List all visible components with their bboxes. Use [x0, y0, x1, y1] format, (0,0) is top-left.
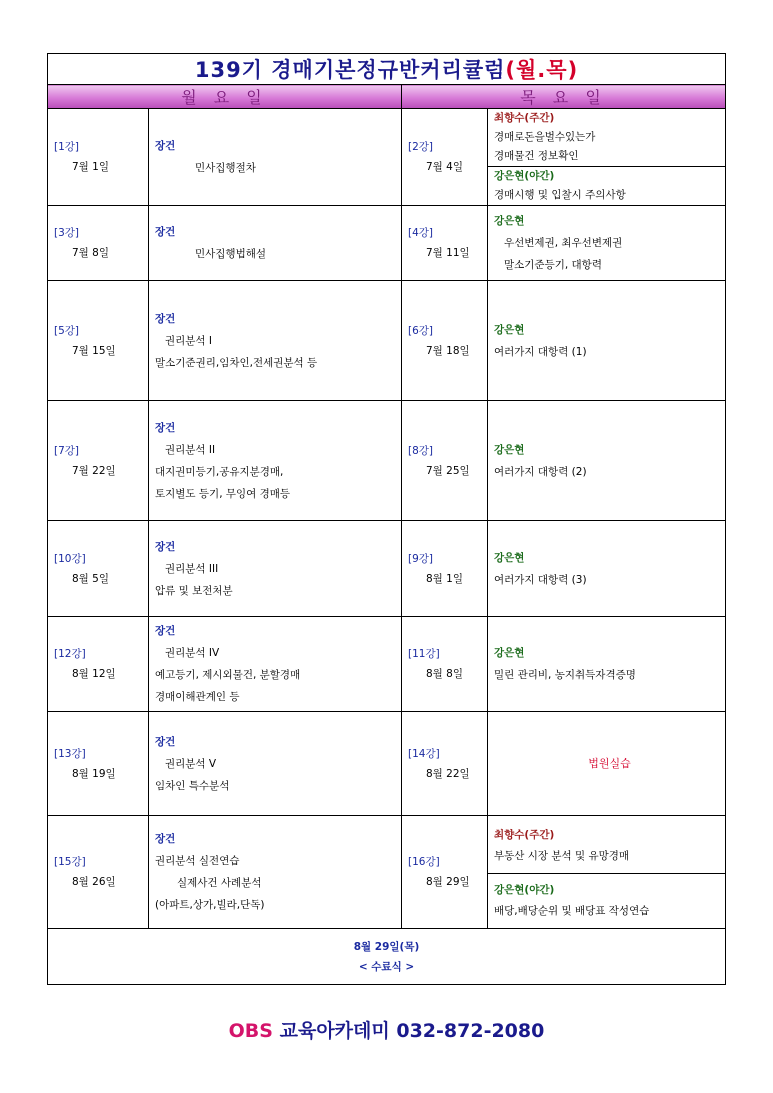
instructor: 장건 — [155, 312, 176, 325]
lecture-number: [7강] — [54, 444, 80, 457]
lecture-cell — [48, 816, 149, 929]
topic-line: 경매이해관계인 등 — [155, 691, 240, 703]
lecture-cell — [402, 712, 488, 816]
content-cell — [149, 521, 402, 617]
topic-line: 여러가지 대항력 (1) — [494, 345, 587, 358]
lecture-cell — [402, 521, 488, 617]
instructor: 강은현 — [494, 443, 525, 456]
content-cell — [149, 281, 402, 401]
lecture-number: [1강] — [54, 141, 80, 153]
topic-line: 우선변제권, 최우선변제권 — [504, 237, 623, 249]
topic-line: 압류 및 보전처분 — [155, 584, 233, 597]
instructor: 강은현 — [494, 323, 525, 336]
topic-line: 권리분석 II — [165, 443, 216, 456]
lecture-date: 8월 26일 — [72, 876, 116, 888]
topic-line: 권리분석 III — [165, 562, 219, 575]
instructor: 장건 — [155, 625, 176, 637]
topic-line: 예고등기, 제시외물건, 분할경매 — [155, 669, 301, 681]
lecture-cell — [48, 521, 149, 617]
title-suffix: (월.목) — [505, 58, 579, 82]
title-main: 139기 경매기본정규반커리큘럼 — [194, 58, 506, 82]
topic-line: 권리분석 V — [165, 757, 217, 770]
content-cell — [149, 816, 402, 929]
table-row — [48, 712, 726, 816]
lecture-date: 8월 12일 — [72, 668, 116, 680]
topic-line: 경매물건 정보확인 — [494, 150, 579, 162]
graduation-row — [48, 929, 726, 985]
academy-contact — [0, 1016, 773, 1043]
topic-line: 말소기준등기, 대항력 — [504, 259, 602, 271]
header-monday: 월 요 일 — [48, 85, 402, 109]
table-row — [48, 617, 726, 712]
lecture-cell — [402, 206, 488, 281]
lecture-number: [2강] — [408, 141, 434, 153]
lecture-cell — [402, 401, 488, 521]
lecture-date: 7월 1일 — [72, 161, 109, 173]
topic-line: 토지별도 등기, 무잉여 경매등 — [155, 487, 291, 500]
content-cell — [488, 206, 726, 281]
table-row — [48, 401, 726, 521]
instructor: 강은현 — [494, 215, 525, 227]
content-cell — [149, 712, 402, 816]
obs-brand: OBS — [228, 1020, 273, 1042]
night-session — [488, 874, 725, 926]
content-cell — [149, 206, 402, 281]
lecture-cell — [48, 617, 149, 712]
lecture-cell — [48, 281, 149, 401]
header-thursday: 목 요 일 — [402, 85, 726, 109]
graduation-ceremony: < 수료식 > — [358, 960, 415, 973]
table-row — [48, 521, 726, 617]
content-cell — [488, 109, 726, 206]
content-cell — [488, 521, 726, 617]
instructor: 장건 — [155, 833, 176, 845]
topic-line: (아파트,상가,빌라,단독) — [155, 899, 265, 911]
court-practice: 법원실습 — [488, 712, 726, 816]
lecture-date: 7월 4일 — [426, 161, 463, 173]
lecture-date: 7월 22일 — [72, 464, 116, 477]
content-cell — [149, 109, 402, 206]
content-cell — [149, 401, 402, 521]
page-title — [48, 54, 726, 85]
lecture-number: [13강] — [54, 747, 86, 760]
instructor: 최향수(주간) — [494, 828, 555, 841]
lecture-date: 8월 19일 — [72, 767, 116, 780]
lecture-number: [10강] — [54, 552, 86, 565]
lecture-number: [16강] — [408, 856, 440, 868]
topic-line: 부동산 시장 분석 및 유망경매 — [494, 849, 630, 862]
lecture-date: 7월 8일 — [72, 247, 109, 259]
topic-line: 대지권미등기,공유지분경매, — [155, 465, 284, 478]
table-row — [48, 816, 726, 929]
lecture-cell — [48, 401, 149, 521]
lecture-cell — [48, 206, 149, 281]
topic-line: 권리분석 IV — [165, 647, 220, 659]
instructor: 강은현(야간) — [494, 170, 555, 182]
lecture-number: [3강] — [54, 227, 80, 239]
lecture-cell — [402, 617, 488, 712]
curriculum-table — [47, 53, 726, 985]
day-session — [488, 109, 725, 167]
topic-line: 경매로돈을벌수있는가 — [494, 131, 596, 143]
graduation-cell — [48, 929, 726, 985]
topic-line: 배당,배당순위 및 배당표 작성연습 — [494, 904, 650, 917]
lecture-date: 7월 18일 — [426, 344, 470, 357]
lecture-number: [5강] — [54, 324, 80, 337]
instructor: 강은현 — [494, 551, 525, 564]
instructor: 장건 — [155, 540, 176, 553]
topic-line: 민사집행절차 — [195, 162, 256, 174]
content-cell — [488, 617, 726, 712]
topic-line: 권리분석 실전연습 — [155, 855, 240, 867]
instructor: 장건 — [155, 735, 176, 748]
content-cell — [488, 401, 726, 521]
lecture-cell — [48, 109, 149, 206]
lecture-number: [9강] — [408, 552, 434, 565]
lecture-number: [6강] — [408, 324, 434, 337]
lecture-number: [15강] — [54, 856, 86, 868]
lecture-date: 8월 29일 — [426, 876, 470, 888]
lecture-cell — [402, 281, 488, 401]
instructor: 장건 — [155, 226, 176, 238]
content-cell — [488, 816, 726, 929]
lecture-date: 7월 11일 — [426, 247, 470, 259]
lecture-cell — [48, 712, 149, 816]
topic-line: 밀린 관리비, 농지취득자격증명 — [494, 669, 636, 681]
instructor: 장건 — [155, 421, 176, 434]
day-session — [488, 819, 725, 874]
topic-line: 임차인 특수분석 — [155, 779, 230, 792]
lecture-number: [4강] — [408, 227, 434, 239]
instructor: 최향수(주간) — [494, 112, 555, 124]
instructor: 강은현(야간) — [494, 883, 555, 896]
academy-phone: 032-872-2080 — [396, 1020, 545, 1042]
content-cell — [488, 281, 726, 401]
lecture-number: [12강] — [54, 648, 86, 660]
instructor: 장건 — [155, 140, 176, 152]
topic-line: 말소기준권리,임차인,전세권분석 등 — [155, 356, 318, 369]
table-row — [48, 281, 726, 401]
content-cell — [149, 617, 402, 712]
lecture-cell — [402, 816, 488, 929]
topic-line: 여러가지 대항력 (2) — [494, 465, 587, 478]
lecture-number: [11강] — [408, 648, 440, 660]
topic-line: 여러가지 대항력 (3) — [494, 573, 587, 586]
lecture-date: 7월 15일 — [72, 344, 116, 357]
table-row — [48, 206, 726, 281]
graduation-date: 8월 29일(목) — [353, 940, 420, 953]
topic-line: 권리분석 I — [165, 334, 213, 347]
academy-name: 교육아카데미 — [279, 1020, 390, 1042]
lecture-date: 8월 5일 — [72, 572, 109, 585]
table-row — [48, 109, 726, 206]
lecture-number: [14강] — [408, 747, 440, 760]
topic-line: 경매시행 및 입찰시 주의사항 — [494, 189, 626, 201]
lecture-number: [8강] — [408, 444, 434, 457]
lecture-date: 7월 25일 — [426, 464, 470, 477]
instructor: 강은현 — [494, 647, 525, 659]
topic-line: 실제사건 사례분석 — [177, 877, 262, 889]
lecture-date: 8월 22일 — [426, 767, 470, 780]
lecture-date: 8월 8일 — [426, 668, 463, 680]
topic-line: 민사집행법해설 — [195, 248, 267, 260]
lecture-date: 8월 1일 — [426, 572, 463, 585]
lecture-cell — [402, 109, 488, 206]
night-session — [488, 167, 725, 205]
